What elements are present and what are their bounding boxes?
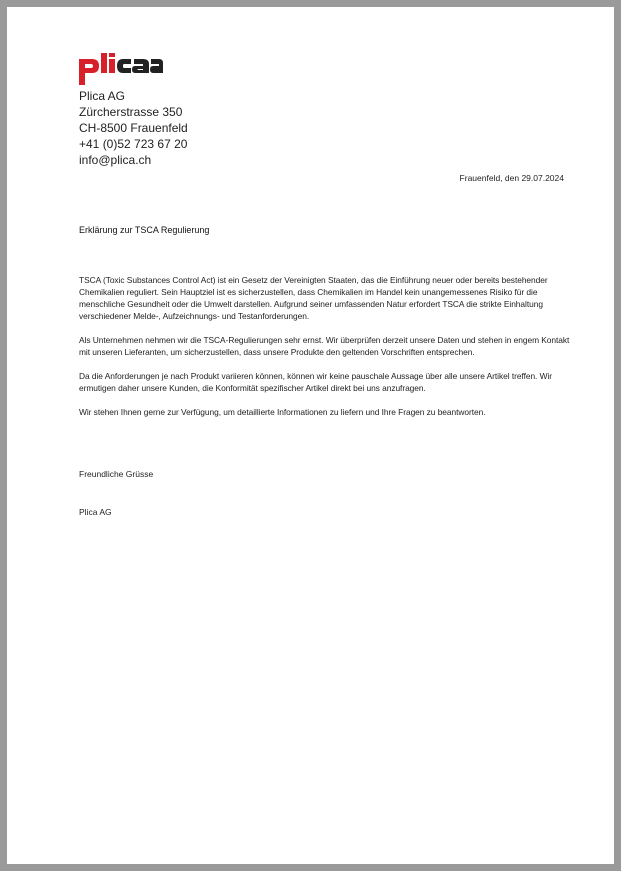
- sender-company: Plica AG: [79, 89, 126, 103]
- body-paragraph: Als Unternehmen nehmen wir die TSCA-Regulierungen sehr ernst. Wir überprüfen derzeit unsere Daten und stehen in engem Kontakt mit unseren Lieferanten, um sicherzustellen, dass unsere Produkte den geltenden Vorschriften entsprechen.: [79, 335, 570, 357]
- letter-subject: Erklärung zur TSCA Regulierung: [79, 225, 210, 235]
- sender-street: Zürcherstrasse 350: [79, 105, 183, 119]
- plica-logo: [79, 51, 163, 85]
- letter-signature: Plica AG: [79, 507, 112, 517]
- body-paragraph: Da die Anforderungen je nach Produkt variieren können, können wir keine pauschale Aussage über alle unsere Artikel treffen. Wir ermutigen daher unsere Kunden, die Konformität spezifischer Artikel direkt bei uns anzufragen.: [79, 371, 553, 393]
- body-paragraph: Wir stehen Ihnen gerne zur Verfügung, um detaillierte Informationen zu liefern und Ihre Fragen zu beantworten.: [79, 407, 486, 417]
- sender-city: CH-8500 Frauenfeld: [79, 121, 188, 135]
- body-paragraph: TSCA (Toxic Substances Control Act) ist ein Gesetz der Vereinigten Staaten, das die Einführung neuer oder bereits bestehender Chemikalien reguliert. Sein Hauptziel ist es sicherzustellen, dass Chemikalien im Handel kein unangemessenes Risiko für die menschliche Gesundheit oder die Umwelt darstellen. Aufgrund seiner umfassenden Natur erfordert TSCA die strikte Einhaltung verschiedener Melde-, Aufzeichnungs- und Testanforderungen.: [79, 275, 548, 321]
- letter-closing: Freundliche Grüsse: [79, 469, 154, 479]
- letter-page: [7, 7, 614, 864]
- letter-date: Frauenfeld, den 29.07.2024: [459, 173, 564, 183]
- letter-body: [79, 274, 579, 430]
- sender-phone: +41 (0)52 723 67 20: [79, 137, 188, 151]
- sender-address: [79, 88, 188, 168]
- sender-email: info@plica.ch: [79, 153, 152, 167]
